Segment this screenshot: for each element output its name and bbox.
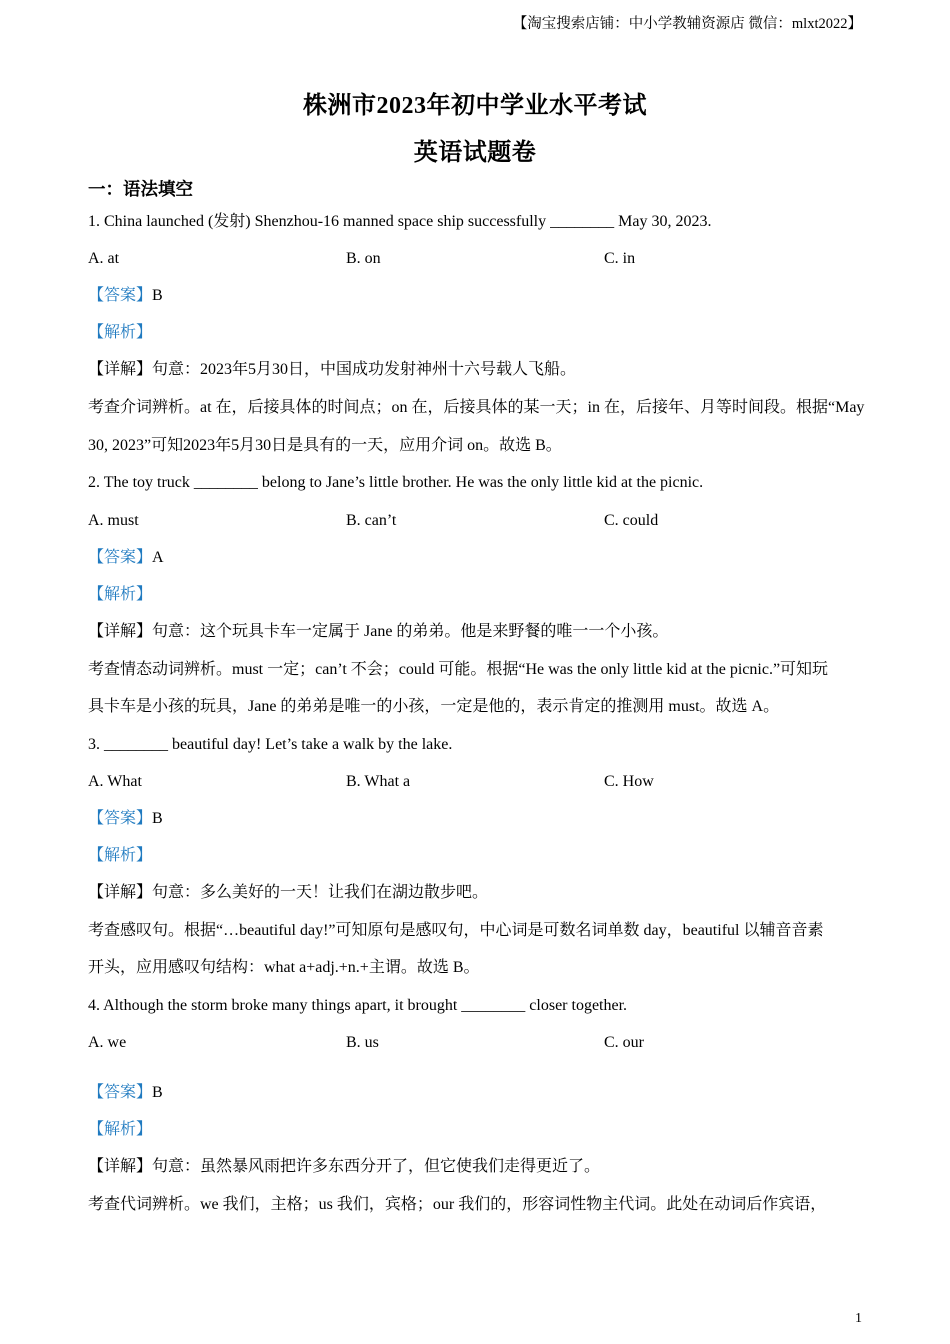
answer-value: B xyxy=(152,1084,163,1101)
question-stem: 1. China launched (发射) Shenzhou-16 manned space ship successfully ________ May 30, 2023. xyxy=(88,213,712,230)
explanation-line: 考查感叹句。根据“…beautiful day!”可知原句是感叹句，中心词是可数名词单数 day，beautiful 以辅音音素 xyxy=(88,922,824,939)
answer-line xyxy=(88,1083,868,1103)
explanation-line: 考查情态动词辨析。must 一定；can’t 不会；could 可能。根据“He was the only little kid at the picnic.”可知玩 xyxy=(88,661,829,678)
answer-tag: 【答案】 xyxy=(88,1084,153,1101)
exam-title: 株洲市2023年初中学业水平考试 xyxy=(303,93,647,119)
option-c: C. How xyxy=(604,773,654,790)
question-stem: 2. The toy truck ________ belong to Jane’s little brother. He was the only little kid at the picnic. xyxy=(88,474,704,491)
analysis-tag: 【解析】 xyxy=(88,1121,153,1138)
option-c: C. in xyxy=(604,250,636,267)
explanation-line: 考查介词辨析。at 在，后接具体的时间点；on 在，后接具体的某一天；in 在，后接年、月等时间段。根据“May xyxy=(88,399,865,416)
explanation-line: 具卡车是小孩的玩具，Jane 的弟弟是唯一的小孩，一定是他的，表示肯定的推测用 must。故选 A。 xyxy=(88,698,780,715)
option-a: A. must xyxy=(88,512,139,529)
page-number: 1 xyxy=(855,1311,862,1326)
answer-value: A xyxy=(152,549,164,566)
header-note: 【淘宝搜索店铺：中小学教辅资源店 微信：mlxt2022】 xyxy=(512,16,862,32)
question-stem: 3. ________ beautiful day! Let’s take a walk by the lake. xyxy=(88,736,453,753)
analysis-tag: 【解析】 xyxy=(88,586,153,603)
option-b: B. What a xyxy=(346,773,411,790)
explanation-line: 30, 2023”可知2023年5月30日是具有的一天，应用介词 on。故选 B。 xyxy=(88,437,562,454)
analysis-tag: 【解析】 xyxy=(88,847,153,864)
explanation-line: 考查代词辨析。we 我们，主格；us 我们，宾格；our 我们的，形容词性物主代词。此处在动词后作宾语， xyxy=(88,1196,827,1213)
answer-line xyxy=(88,548,868,568)
detail-line: 【详解】句意：多么美好的一天！让我们在湖边散步吧。 xyxy=(88,884,489,901)
answer-tag: 【答案】 xyxy=(88,810,153,827)
option-a: A. we xyxy=(88,1034,127,1051)
analysis-tag: 【解析】 xyxy=(88,324,153,341)
detail-line: 【详解】句意：虽然暴风雨把许多东西分开了，但它使我们走得更近了。 xyxy=(88,1158,601,1175)
option-a: A. at xyxy=(88,250,120,267)
question-stem: 4. Although the storm broke many things apart, it brought ________ closer together. xyxy=(88,997,628,1014)
answer-tag: 【答案】 xyxy=(88,287,153,304)
detail-line: 【详解】句意：这个玩具卡车一定属于 Jane 的弟弟。他是来野餐的唯一一个小孩。 xyxy=(88,623,669,640)
answer-line xyxy=(88,809,868,829)
section-title: 一：语法填空 xyxy=(88,179,193,199)
exam-subtitle: 英语试题卷 xyxy=(413,140,537,166)
option-b: B. us xyxy=(346,1034,379,1051)
option-c: C. our xyxy=(604,1034,644,1051)
explanation-line: 开头，应用感叹句结构：what a+adj.+n.+主谓。故选 B。 xyxy=(88,959,480,976)
answer-value: B xyxy=(152,287,163,304)
answer-value: B xyxy=(152,810,163,827)
option-b: B. can’t xyxy=(346,512,397,529)
option-a: A. What xyxy=(88,773,142,790)
detail-line: 【详解】句意：2023年5月30日，中国成功发射神州十六号载人飞船。 xyxy=(88,361,577,378)
answer-tag: 【答案】 xyxy=(88,549,153,566)
option-c: C. could xyxy=(604,512,659,529)
option-b: B. on xyxy=(346,250,381,267)
answer-line xyxy=(88,286,868,306)
